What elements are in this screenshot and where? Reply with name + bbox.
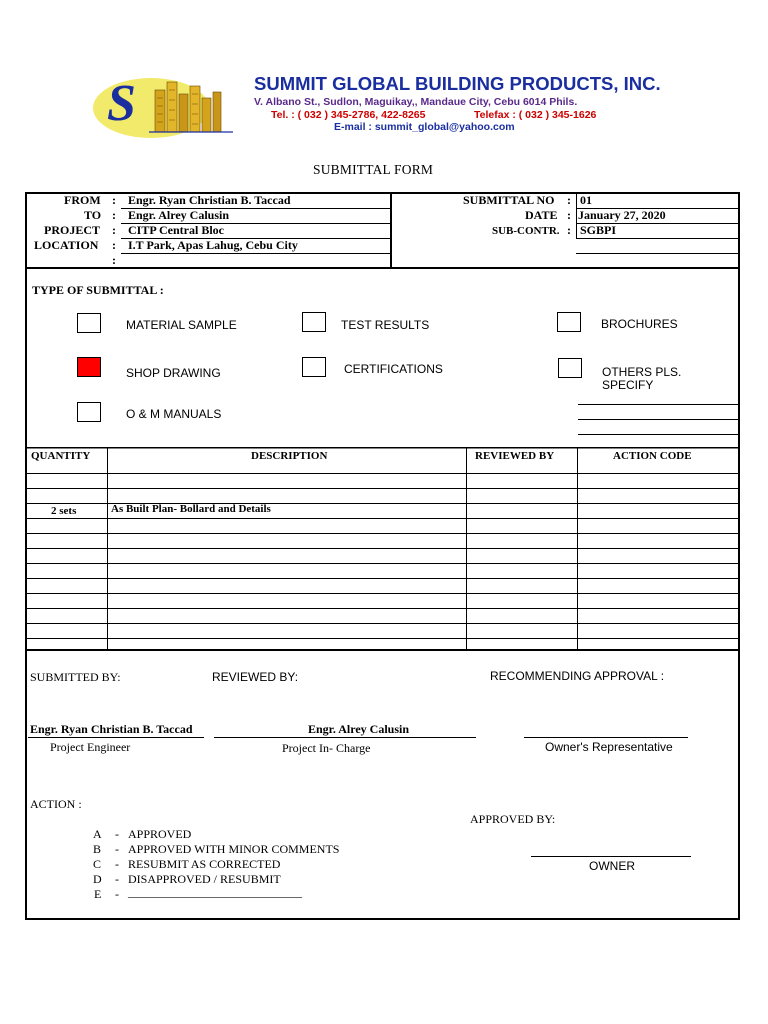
to-colon: : [112,208,116,222]
header-quantity: QUANTITY [31,450,91,462]
submittal-no-label: SUBMITTAL NO [463,193,555,207]
extra-colon: : [112,253,116,267]
material-sample-label: MATERIAL SAMPLE [126,318,237,332]
reviewed-by-role: Project In- Charge [282,741,371,755]
action-code-e: E [94,887,102,901]
action-text-d: DISAPPROVED / RESUBMIT [128,872,281,886]
location-label: LOCATION [34,238,99,252]
header-reviewed-by: REVIEWED BY [475,450,555,462]
shop-drawing-checkbox[interactable] [77,357,101,377]
om-manuals-label: O & M MANUALS [126,407,222,421]
action-text-a: APPROVED [128,827,192,841]
row-quantity: 2 sets [51,505,77,517]
others-label-line1: OTHERS PLS. [602,365,682,379]
location-colon: : [112,238,116,252]
action-dash-d: - [115,872,119,886]
certifications-label: CERTIFICATIONS [344,362,443,376]
company-logo [93,72,243,138]
right-extra-line [576,253,740,254]
test-results-checkbox[interactable] [302,312,326,332]
om-manuals-checkbox[interactable] [77,402,101,422]
action-code-b: B [93,842,102,856]
action-dash-a: - [115,827,119,841]
date-colon: : [567,208,571,222]
reviewed-by-sign-line [214,737,476,738]
form-title: SUBMITTAL FORM [313,162,434,177]
brochures-label: BROCHURES [601,317,678,331]
owner-label: OWNER [589,859,635,873]
reviewed-by-label: REVIEWED BY: [212,670,299,684]
others-checkbox[interactable] [558,358,582,378]
table-grid [26,447,739,651]
others-specify-line-2 [578,419,740,420]
type-of-submittal-title: TYPE OF SUBMITTAL : [32,283,164,297]
row-description: As Built Plan- Bollard and Details [111,503,271,515]
to-label: TO [84,208,102,222]
others-label-line2: SPECIFY [602,378,654,392]
header-action-code: ACTION CODE [613,450,692,462]
submittal-no-colon: : [567,193,571,207]
date-value: January 27, 2020 [578,208,666,222]
certifications-checkbox[interactable] [302,357,326,377]
project-label: PROJECT [44,223,101,237]
company-telefax: Telefax : ( 032 ) 345-1626 [474,109,597,121]
company-name: SUMMIT GLOBAL BUILDING PRODUCTS, INC. [254,73,661,94]
items-table [26,447,739,651]
from-label: FROM [64,193,101,207]
date-label: DATE [525,208,558,222]
header-description: DESCRIPTION [251,450,328,462]
subcontr-value: SGBPI [580,223,617,237]
submittal-no-value: 01 [580,193,592,207]
subcontr-colon: : [567,223,571,237]
submitted-by-sign-line [28,737,204,738]
location-underline [121,253,390,254]
owner-sign-line [531,856,691,857]
action-code-a: A [93,827,102,841]
to-value: Engr. Alrey Calusin [128,208,230,222]
brochures-checkbox[interactable] [557,312,581,332]
recommending-role: Owner's Representative [545,740,673,754]
company-email: E-mail : summit_global@yahoo.com [334,121,515,133]
approved-by-label: APPROVED BY: [470,812,556,826]
logo-letter: S [107,75,136,132]
info-divider [390,193,392,268]
shop-drawing-label: SHOP DRAWING [126,366,221,380]
action-dash-c: - [115,857,119,871]
right-col-divider [576,193,577,238]
recommending-sign-line [524,737,688,738]
action-dash-b: - [115,842,119,856]
action-text-e: _____________________________ [128,885,302,899]
action-code-d: D [93,872,102,886]
recommending-approval-label: RECOMMENDING APPROVAL : [490,669,665,683]
material-sample-checkbox[interactable] [77,313,101,333]
submitted-by-label: SUBMITTED BY: [30,670,121,684]
company-address: V. Albano St., Sudlon, Maguikay,, Mandaue City, Cebu 6014 Phils. [254,96,578,108]
action-dash-e: - [115,887,119,901]
test-results-label: TEST RESULTS [341,318,430,332]
reviewed-by-name: Engr. Alrey Calusin [308,722,410,736]
company-tel: Tel. : ( 032 ) 345-2786, 422-8265 [271,109,426,121]
project-value: CITP Central Bloc [128,223,224,237]
action-text-b: APPROVED WITH MINOR COMMENTS [128,842,340,856]
others-specify-line-3 [578,434,740,435]
others-specify-line-1 [578,404,740,405]
from-colon: : [112,193,116,207]
action-label: ACTION : [30,797,82,811]
action-text-c: RESUBMIT AS CORRECTED [128,857,281,871]
submitted-by-name: Engr. Ryan Christian B. Taccad [30,722,193,736]
submitted-by-role: Project Engineer [50,740,131,754]
project-colon: : [112,223,116,237]
subcontr-label: SUB-CONTR. [492,225,560,237]
from-value: Engr. Ryan Christian B. Taccad [128,193,291,207]
action-code-c: C [93,857,102,871]
location-value: I.T Park, Apas Lahug, Cebu City [128,238,298,252]
subcontr-underline [576,238,740,239]
